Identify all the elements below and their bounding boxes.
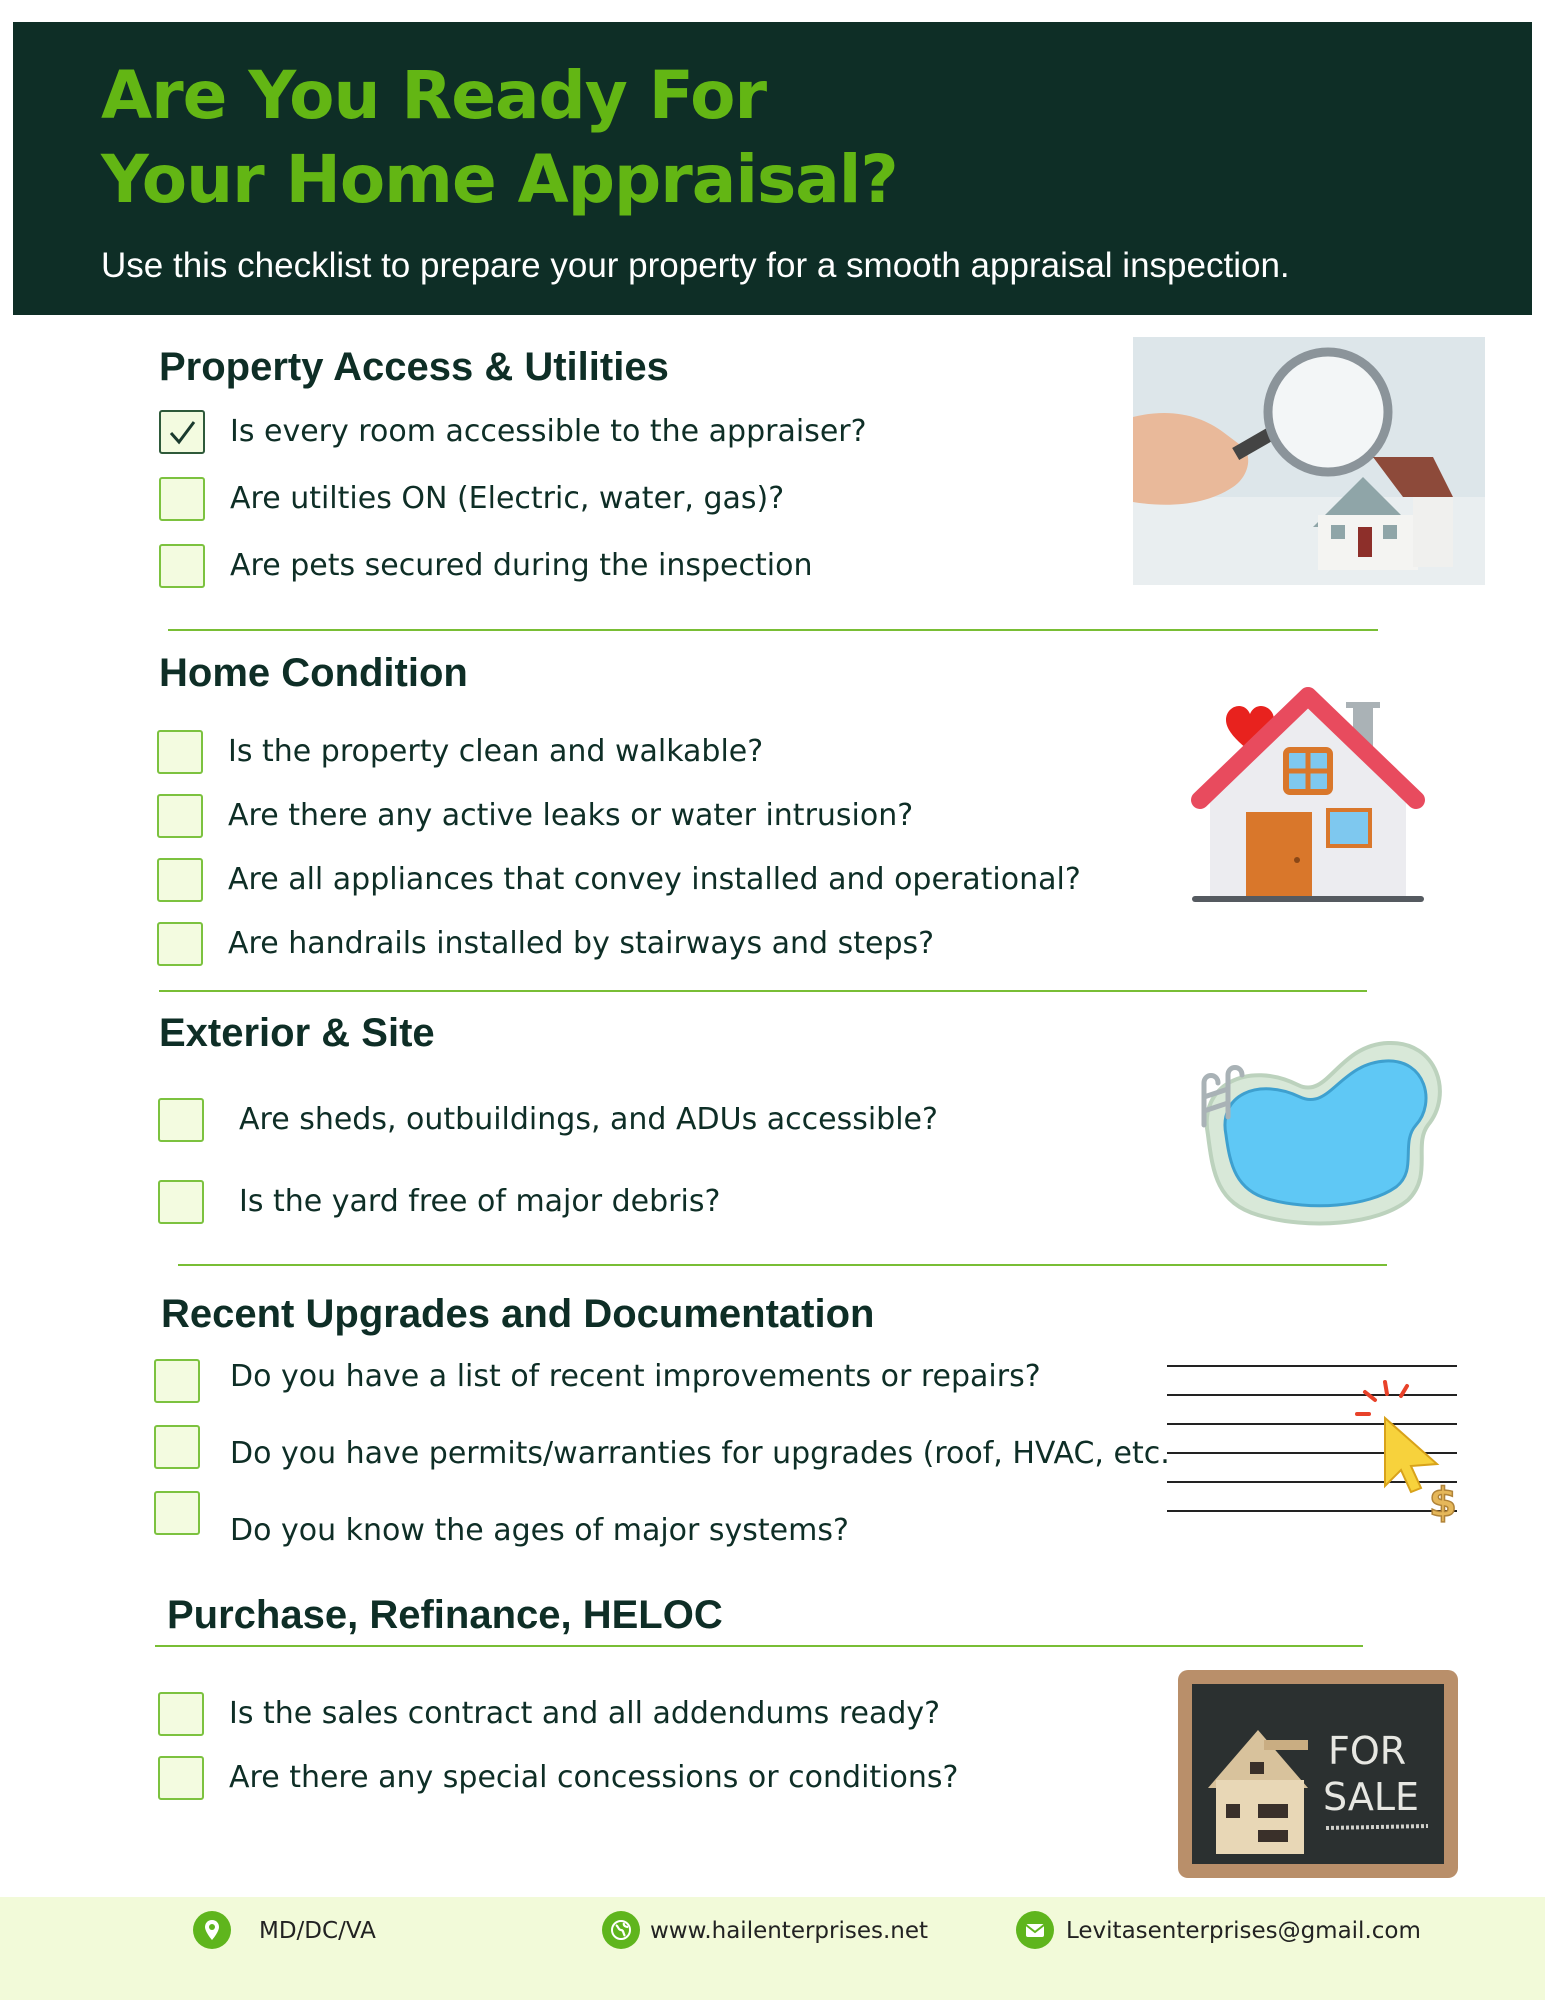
swimming-pool-icon [1188,1025,1448,1230]
footer-location-text: MD/DC/VA [259,1918,376,1944]
footer-website-link[interactable]: www.hailenterprises.net [650,1918,929,1944]
checklist-item-label: Are utilties ON (Electric, water, gas)? [230,481,785,516]
house-heart-icon [1188,680,1428,905]
location-pin-icon [193,1911,231,1949]
checklist-item-label: Do you have permits/warranties for upgrades (roof, HVAC, etc. [230,1436,1170,1471]
section-title-purchase-refinance: Purchase, Refinance, HELOC [167,1593,723,1637]
checkbox[interactable] [159,544,205,588]
checkbox[interactable] [157,858,203,902]
checklist-item-label: Are sheds, outbuildings, and ADUs accessible? [239,1102,938,1137]
checkbox[interactable] [154,1491,200,1535]
section-title-home-condition: Home Condition [159,651,468,695]
checkbox[interactable] [154,1359,200,1403]
checklist-item-label: Are there any active leaks or water intrusion? [228,798,914,833]
globe-icon [602,1911,640,1949]
footer-email-link[interactable]: Levitasenterprises@gmail.com [1066,1918,1421,1944]
page-title [101,54,898,222]
section-divider [168,629,1378,631]
page-title-line-2: Your Home Appraisal? [101,141,898,218]
checklist-item-label: Is the sales contract and all addendums ready? [229,1696,941,1731]
header-banner [13,22,1532,315]
section-divider [155,1645,1363,1647]
footer [0,1897,1545,2000]
checkbox[interactable] [157,922,203,966]
checklist-item-label: Are pets secured during the inspection [230,548,813,583]
checkbox[interactable] [158,1180,204,1224]
checklist-item-label: Are there any special concessions or conditions? [229,1760,959,1795]
for-sale-chalkboard-image [1178,1670,1458,1878]
checklist-item-label: Are all appliances that convey installed and operational? [228,862,1081,897]
page-title-line-1: Are You Ready For [101,57,767,134]
checklist-item-label: Do you have a list of recent improvements or repairs? [230,1359,1041,1394]
for-sale-text-line-1: FOR [1328,1729,1407,1773]
checklist-item-label: Do you know the ages of major systems? [230,1513,849,1548]
checkbox[interactable] [158,1756,204,1800]
checkbox[interactable] [159,477,205,521]
checkbox[interactable] [157,794,203,838]
checkmark-icon [167,415,197,449]
for-sale-text-line-2: SALE [1323,1775,1420,1819]
magnifier-house-image [1133,337,1485,585]
checklist-item-label: Are handrails installed by stairways and steps? [228,926,935,961]
checkbox[interactable] [157,730,203,774]
section-title-exterior-site: Exterior & Site [159,1011,435,1055]
checklist-item-label: Is the yard free of major debris? [239,1184,721,1219]
document-cursor-icon [1165,1360,1475,1530]
section-divider [178,1264,1387,1266]
section-divider [159,990,1367,992]
section-title-property-access: Property Access & Utilities [159,345,669,389]
checkbox[interactable] [158,1692,204,1736]
section-title-recent-upgrades: Recent Upgrades and Documentation [161,1292,875,1336]
checkbox[interactable] [154,1425,200,1469]
checkbox[interactable] [158,1098,204,1142]
checkbox-checked[interactable] [159,410,205,454]
checklist-item-label: Is the property clean and walkable? [228,734,764,769]
page-subtitle: Use this checklist to prepare your property for a smooth appraisal inspection. [101,246,1290,285]
svg-text:$: $ [1429,1480,1457,1526]
mail-icon [1016,1911,1054,1949]
checklist-item-label: Is every room accessible to the appraiser? [230,414,867,449]
